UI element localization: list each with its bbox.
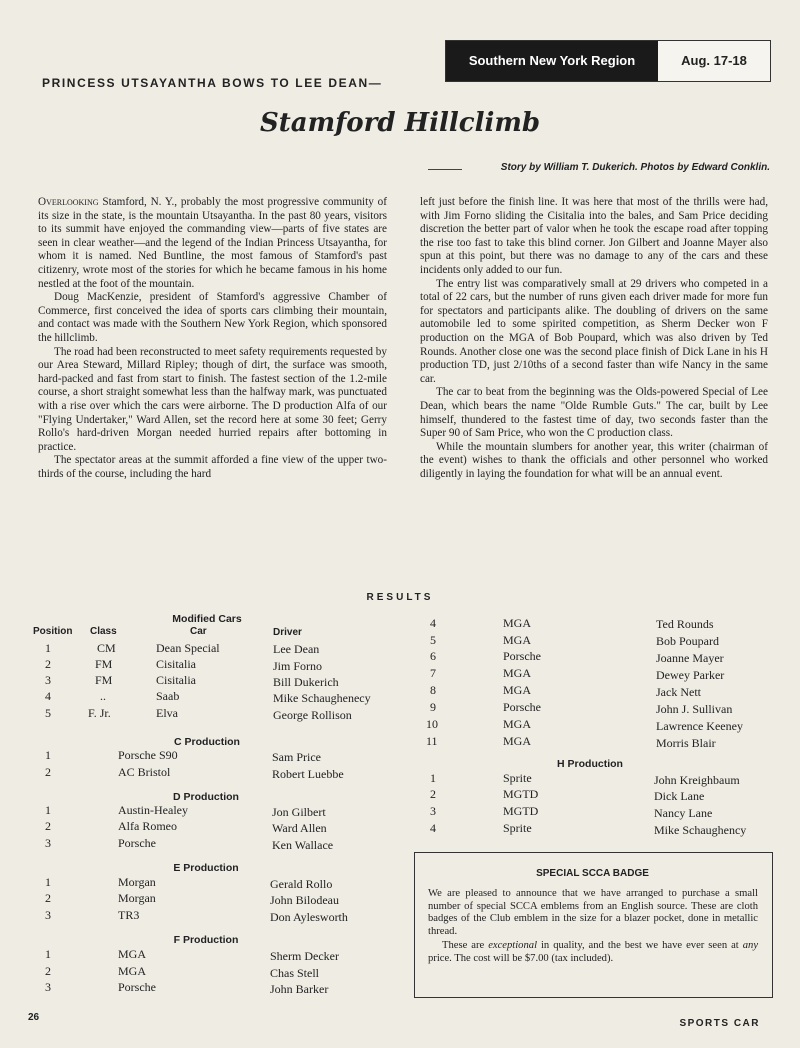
result-car: Austin-Healey [118,803,188,817]
result-driver: George Rollison [273,708,352,722]
article-paragraph: The road had been reconstructed to meet safety requirements requested by our Area Steward, Millard Ripley; though of dirt, the surface was smooth, hard-packed and fast from start to finish. The fastest section of the 1.2-mile course, a short straight somewhat less than the halfway mark, was punctuated with a rise over which the cars were airborne. The D production Alfa of our "Flying Undertaker," Ward Allen, set the record here at some 30 feet; Gerry Rollo's hard-driven Morgan needed hurried repairs after bottoming in practice. [38,345,387,453]
result-driver: Bill Dukerich [273,675,339,689]
lead-in: Overlooking [38,196,99,208]
result-driver: Dick Lane [654,789,705,803]
result-driver: John Barker [270,982,329,996]
result-driver: Chas Stell [270,966,320,980]
result-car: MGTD [503,804,539,818]
result-driver: Dewey Parker [656,668,725,682]
result-driver: John Bilodeau [270,893,339,907]
result-position: 7 [430,666,436,680]
result-position: 2 [45,819,51,833]
article-paragraph: The entry list was comparatively small at 29 drivers who competed in a total of 22 cars, but the number of runs given each driver made for more fun for spectators and participants alike. The doubling of drivers on the same automobile led to some spirited competition, as Sherm Decker won F production on the MGA of Bob Poupard, which was also driven by Ted Rounds. Another close one was the second place finish of Dick Lane in his H production TD, just 2/10ths of a second faster than wife Nancy in the same car. [420,277,768,385]
result-driver: Sherm Decker [270,949,339,963]
result-car: MGA [503,734,532,748]
result-class: .. [100,689,106,703]
result-position: 4 [430,821,436,835]
result-position: 5 [430,633,436,647]
page-title: Stamford Hillclimb [259,108,541,138]
result-class: FM [95,673,113,687]
result-position: 1 [45,947,51,961]
result-position: 11 [426,734,438,748]
result-position: 3 [45,980,51,994]
result-position: 2 [45,765,51,779]
result-car: MGA [118,964,147,978]
class-heading-modified: Modified Cars [172,613,242,625]
class-heading-f: F Production [173,934,239,946]
byline: Story by William T. Dukerich. Photos by Edward Conklin. [500,162,770,173]
article-paragraph: Doug MacKenzie, president of Stamford's aggressive Chamber of Commerce, first conceived the idea of sports cars climbing their mountain, and contact was made with the Southern New York Region, which sponsored the hillclimb. [38,291,387,344]
kicker: PRINCESS UTSAYANTHA BOWS TO LEE DEAN— [42,76,383,90]
result-driver: Sam Price [272,750,321,764]
result-position: 2 [45,964,51,978]
result-position: 4 [45,689,51,703]
result-car: Porsche [503,700,541,714]
result-car: Dean Special [156,641,220,655]
column-header-position: Position [33,626,73,637]
result-car: Morgan [118,875,156,889]
result-car: Saab [156,689,180,703]
result-class: FM [95,657,113,671]
result-car: TR3 [118,908,140,922]
result-car: Porsche [118,980,156,994]
result-car: Sprite [503,821,532,835]
result-driver: Bob Poupard [656,634,719,648]
badge-body [428,888,758,968]
class-heading-e: E Production [173,862,239,874]
result-driver: Gerald Rollo [270,877,333,891]
result-position: 3 [45,836,51,850]
result-car: MGA [503,616,532,630]
result-position: 1 [45,803,51,817]
result-position: 2 [45,657,51,671]
badge-paragraph: These are exceptional in quality, and the best we have ever seen at any price. The cost will be $7.00 (tax included). [428,940,759,964]
result-car: AC Bristol [118,765,171,779]
article-paragraph: left just before the finish line. It was here that most of the thrills were had, with Jim Forno sliding the Cisitalia into the bales, and Sam Price deciding discretion the better part of valor when he took the escape road after topping the rise too fast to take this blind corner. Jon Gilbert and Joanne Mayer also spun at this point, but there was no damage to any of the cars and these incidents only added to our fun. [420,196,768,276]
region-name: Southern New York Region [446,41,658,81]
badge-title: SPECIAL SCCA BADGE [536,868,649,879]
result-driver: Jack Nett [656,685,701,699]
result-car: MGA [503,633,532,647]
class-heading-d: D Production [173,791,239,803]
result-position: 3 [45,908,51,922]
result-driver: Ward Allen [272,821,327,835]
result-car: Porsche [503,649,541,663]
article-paragraph: The spectator areas at the summit afforded a fine view of the upper two-thirds of the course, including the hard [38,454,387,480]
result-position: 3 [45,673,51,687]
result-driver: Mike Schaughency [654,823,747,837]
result-driver: Mike Schaughenecy [273,691,371,705]
result-position: 1 [45,748,51,762]
article-paragraph: While the mountain slumbers for another year, this writer (chairman of the event) wishes to thank the officials and other personnel who worked diligently in laying the foundation for what will be an annual event. [420,440,768,480]
badge-paragraph: We are pleased to announce that we have arranged to purchase a small number of special SCCA emblems from an English source. These are cloth badges of the Club emblem in the size for a blazer pocket, done in metallic thread. [428,888,758,937]
page-number: 26 [28,1012,40,1023]
column-header-driver: Driver [273,627,302,638]
result-position: 10 [426,717,438,731]
class-heading-c: C Production [174,736,240,748]
result-position: 1 [45,875,51,889]
result-driver: Jon Gilbert [272,805,326,819]
result-position: 8 [430,683,436,697]
result-position: 5 [45,706,51,720]
result-car: MGA [503,666,532,680]
result-class: F. Jr. [88,706,111,720]
result-position: 6 [430,649,436,663]
result-position: 4 [430,616,436,630]
result-car: MGA [503,717,532,731]
result-car: Porsche [118,836,156,850]
results-heading: RESULTS [366,592,434,603]
result-car: MGA [503,683,532,697]
article-paragraph: The car to beat from the beginning was the Olds-powered Special of Lee Dean, which bears the name "Olde Rumble Guts." The car, built by Lee himself, thundered to the fastest time of day, two seconds faster than the Super 90 of Sam Price, who won the C production class. [420,386,768,440]
result-car: Elva [156,706,178,720]
result-driver: Don Aylesworth [270,910,348,924]
result-driver: Joanne Mayer [656,651,724,665]
result-driver: Lee Dean [273,642,320,656]
result-car: Cisitalia [156,657,196,671]
result-driver: Jim Forno [273,659,323,673]
result-position: 1 [430,771,436,785]
result-driver: Robert Luebbe [272,767,344,781]
result-car: Porsche S90 [118,748,178,762]
result-car: MGA [118,947,147,961]
result-class: CM [97,641,116,655]
result-driver: Morris Blair [656,736,716,750]
result-driver: Lawrence Keeney [656,719,743,733]
magazine-name: SPORTS CAR [679,1018,760,1029]
result-position: 3 [430,804,436,818]
result-position: 1 [45,641,51,655]
event-date: Aug. 17-18 [681,53,747,68]
result-driver: Nancy Lane [654,806,713,820]
result-car: Morgan [118,891,156,905]
result-driver: Ted Rounds [656,617,714,631]
result-driver: John Kreighbaum [654,773,740,787]
column-header-class: Class [90,626,117,637]
class-heading-h: H Production [557,758,623,770]
result-car: MGTD [503,787,539,801]
result-position: 2 [430,787,436,801]
result-position: 9 [430,700,436,714]
result-driver: Ken Wallace [272,838,334,852]
result-car: Alfa Romeo [118,819,177,833]
result-driver: John J. Sullivan [656,702,733,716]
result-position: 2 [45,891,51,905]
result-car: Sprite [503,771,532,785]
article-paragraph: Overlooking Stamford, N. Y., probably the most progressive community of its size in the state, is the mountain Utsayantha. In the past 80 years, visitors to its summit have enjoyed the commanding view—parts of five states are seen in clear weather—and the legend of the Indian Princess Utsayantha, for whom it is named. Ned Buntline, the most famous of Stamford's past citizenry, wrote most of the stories for which he became famous in his home nestled at the foot of the mountain. [38,196,387,290]
column-header-car: Car [190,626,207,637]
result-car: Cisitalia [156,673,196,687]
